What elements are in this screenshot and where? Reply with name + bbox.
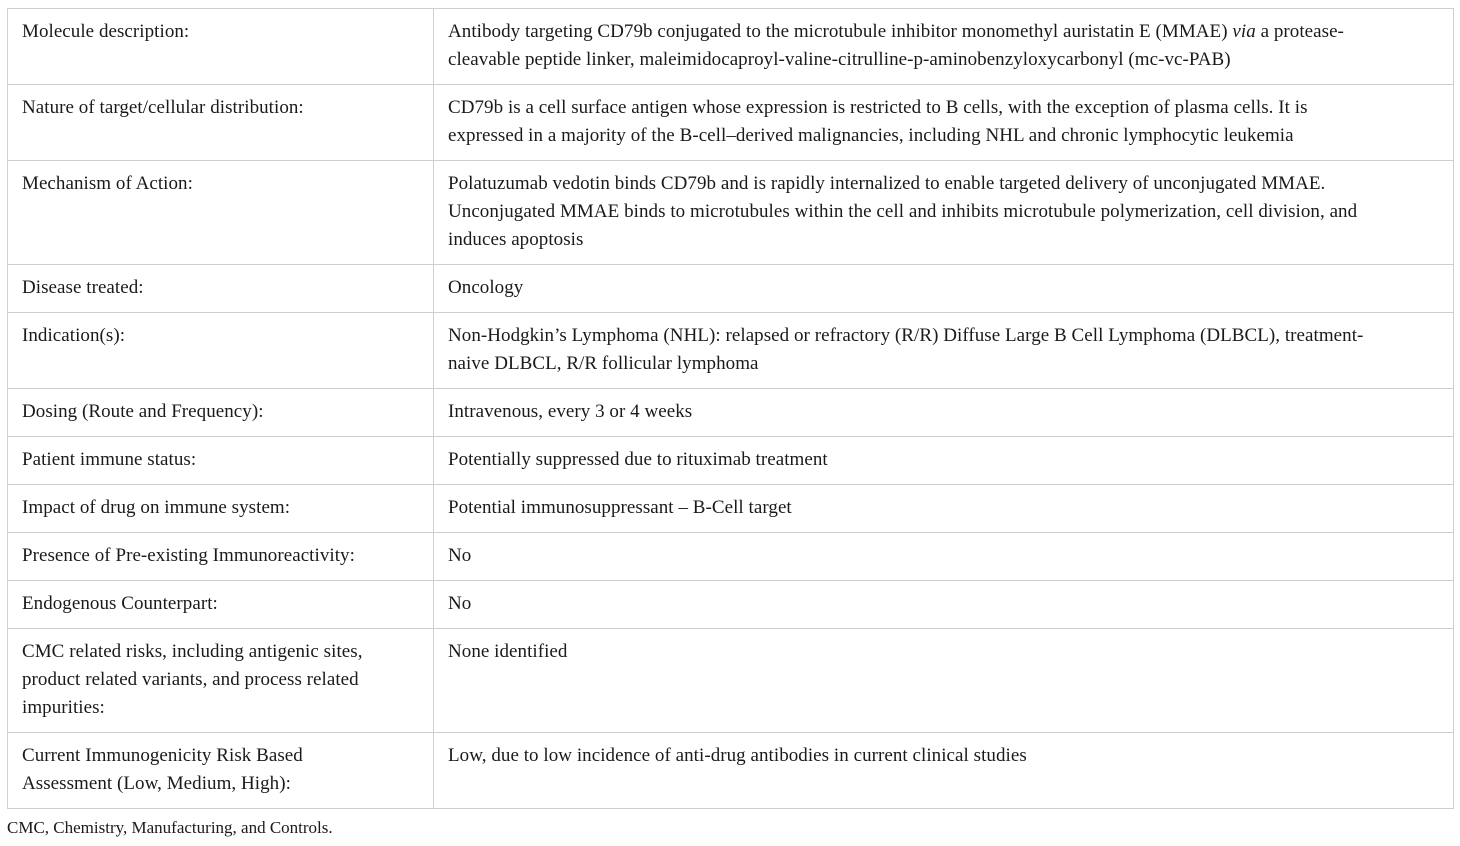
row-value-pre-existing-immunoreactivity: No: [434, 533, 1454, 581]
table-row: [8, 581, 1454, 629]
row-value-endogenous-counterpart: No: [434, 581, 1454, 629]
row-value-cmc-related-risks: None identified: [434, 629, 1454, 733]
table-row: [8, 485, 1454, 533]
table-row: [8, 265, 1454, 313]
row-label-immunogenicity-risk: Current Immunogenicity Risk Based Assessment (Low, Medium, High):: [8, 733, 434, 809]
value-text-pre: Antibody targeting CD79b conjugated to the microtubule inhibitor monomethyl auristatin E (MMAE): [448, 21, 1233, 42]
value-text-italic: via: [1232, 21, 1256, 42]
row-label-disease-treated: Disease treated:: [8, 265, 434, 313]
row-label-molecule-description: Molecule description:: [8, 9, 434, 85]
row-value-nature-of-target: CD79b is a cell surface antigen whose expression is restricted to B cells, with the exception of plasma cells. It is expressed in a majority of the B-cell–derived malignancies, including NHL and chronic lymphocytic leukemia: [434, 85, 1454, 161]
value-text-post: a protease- cleavable peptide linker, maleimidocaproyl-valine-citrulline-p-aminobenzyloxycarbonyl (mc-vc-PAB): [448, 21, 1344, 70]
row-value-patient-immune-status: Potentially suppressed due to rituximab treatment: [434, 437, 1454, 485]
row-label-cmc-related-risks: CMC related risks, including antigenic sites, product related variants, and process related impurities:: [8, 629, 434, 733]
row-value-dosing: Intravenous, every 3 or 4 weeks: [434, 389, 1454, 437]
row-value-mechanism-of-action: Polatuzumab vedotin binds CD79b and is rapidly internalized to enable targeted delivery of unconjugated MMAE. Unconjugated MMAE binds to microtubules within the cell and inhibits microtubule polymerization, cell division, and induces apoptosis: [434, 161, 1454, 265]
risk-assessment-table: [7, 8, 1454, 809]
row-value-impact-on-immune-system: Potential immunosuppressant – B-Cell target: [434, 485, 1454, 533]
row-label-mechanism-of-action: Mechanism of Action:: [8, 161, 434, 265]
table-row: [8, 437, 1454, 485]
row-value-molecule-description: [434, 9, 1454, 85]
row-label-pre-existing-immunoreactivity: Presence of Pre-existing Immunoreactivity:: [8, 533, 434, 581]
row-label-patient-immune-status: Patient immune status:: [8, 437, 434, 485]
row-label-indications: Indication(s):: [8, 313, 434, 389]
row-value-immunogenicity-risk: Low, due to low incidence of anti-drug antibodies in current clinical studies: [434, 733, 1454, 809]
row-value-indications: Non-Hodgkin’s Lymphoma (NHL): relapsed or refractory (R/R) Diffuse Large B Cell Lymphoma (DLBCL), treatment- naive DLBCL, R/R follicular lymphoma: [434, 313, 1454, 389]
table-row: [8, 9, 1454, 85]
row-value-disease-treated: Oncology: [434, 265, 1454, 313]
table-footnote: CMC, Chemistry, Manufacturing, and Controls.: [7, 818, 333, 837]
table-row: [8, 629, 1454, 733]
table-row: [8, 389, 1454, 437]
row-label-impact-on-immune-system: Impact of drug on immune system:: [8, 485, 434, 533]
row-label-nature-of-target: Nature of target/cellular distribution:: [8, 85, 434, 161]
table-row: [8, 313, 1454, 389]
risk-assessment-table-container: [7, 8, 1453, 809]
table-row: [8, 733, 1454, 809]
row-label-dosing: Dosing (Route and Frequency):: [8, 389, 434, 437]
table-row: [8, 533, 1454, 581]
table-row: [8, 85, 1454, 161]
table-row: [8, 161, 1454, 265]
row-label-endogenous-counterpart: Endogenous Counterpart:: [8, 581, 434, 629]
